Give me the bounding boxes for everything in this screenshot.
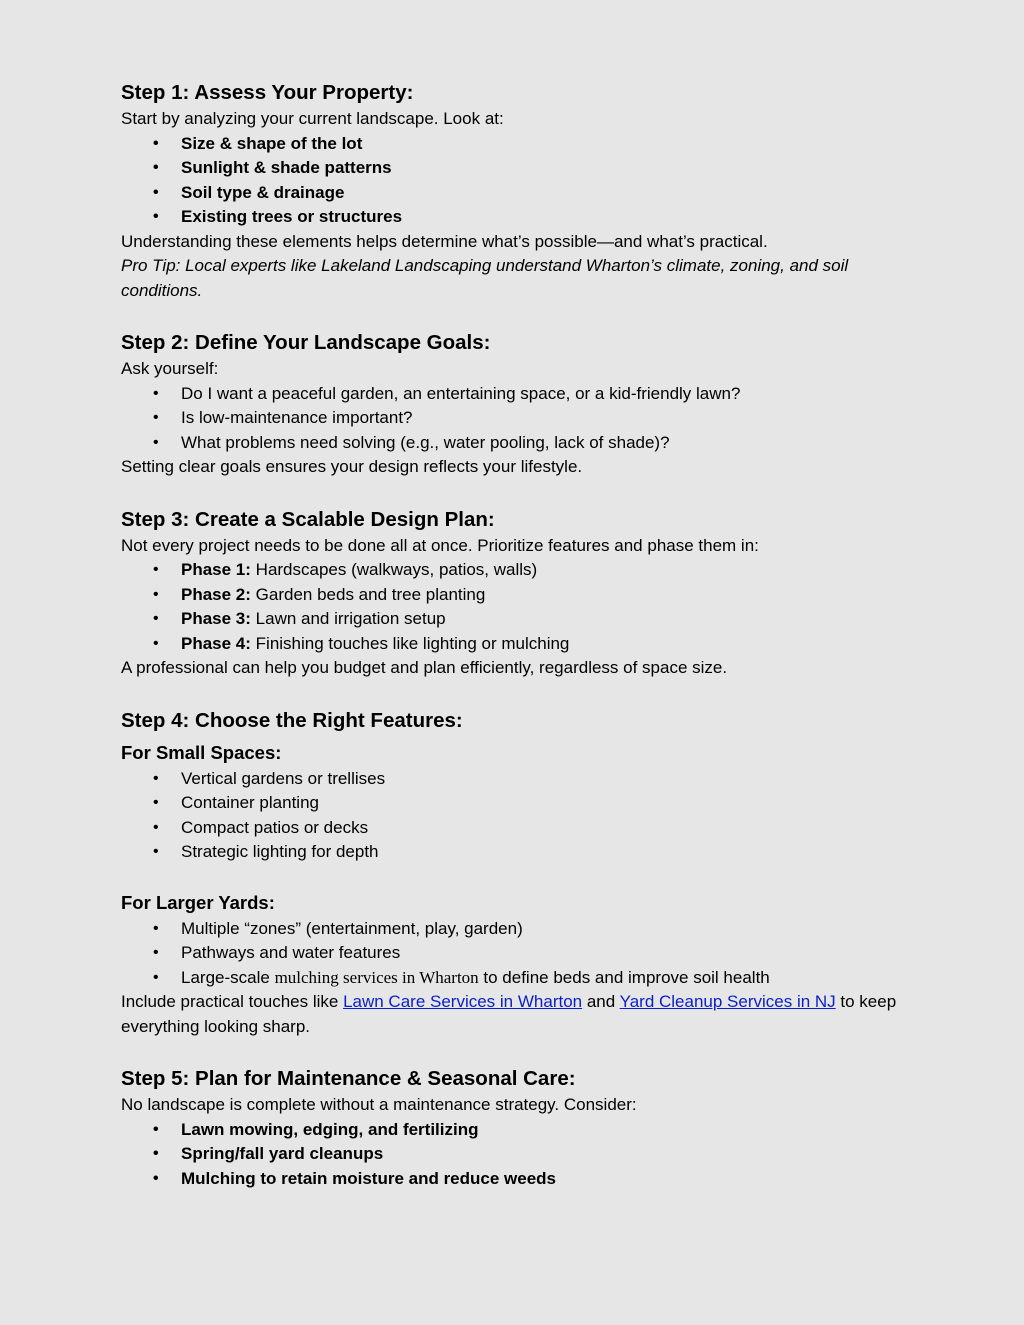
step5-intro: No landscape is complete without a maintenance strategy. Consider: <box>121 1095 637 1114</box>
list-item <box>181 966 921 991</box>
small-spaces-heading: For Small Spaces: <box>121 741 282 763</box>
step3-intro: Not every project needs to be done all at once. Prioritize features and phase them in: <box>121 535 759 555</box>
larger-yards-list <box>121 917 921 991</box>
step3-list <box>121 558 921 656</box>
larger-yards-heading: For Larger Yards: <box>121 891 275 913</box>
step3-heading: Step 3: Create a Scalable Design Plan: <box>121 507 495 531</box>
list-item: • Pathways and water features <box>181 941 921 966</box>
lawn-care-link[interactable]: Lawn Care Services in Wharton <box>343 992 583 1011</box>
step1-pro-tip: Pro Tip: Local experts like Lakeland Landscaping understand Wharton’s climate, zoning, and soil conditions. <box>121 256 849 300</box>
list-item: • Size & shape of the lot <box>181 132 921 157</box>
list-item: • Soil type & drainage <box>181 181 921 206</box>
list-item: • Multiple “zones” (entertainment, play, garden) <box>181 917 921 942</box>
step1-heading: Step 1: Assess Your Property: <box>121 81 414 104</box>
step2-heading: Step 2: Define Your Landscape Goals: <box>121 331 491 354</box>
list-item: • Lawn mowing, edging, and fertilizing <box>181 1118 921 1143</box>
step4-heading: Step 4: Choose the Right Features: <box>121 708 463 732</box>
phase-label: Phase 3: <box>181 609 251 628</box>
step5-list <box>121 1118 921 1192</box>
list-item: • Compact patios or decks <box>181 816 921 841</box>
list-item: • What problems need solving (e.g., water pooling, lack of shade)? <box>181 431 921 456</box>
step2-intro: Ask yourself: <box>121 359 219 378</box>
step2-outro: Setting clear goals ensures your design reflects your lifestyle. <box>121 457 583 476</box>
list-item: • Is low-maintenance important? <box>181 406 921 431</box>
list-item-text: Large-scale <box>181 967 275 987</box>
phase-text: Hardscapes (walkways, patios, walls) <box>250 560 538 579</box>
step1-outro: Understanding these elements helps determine what’s possible—and what’s practical. <box>121 231 768 251</box>
phase-text: Lawn and irrigation setup <box>250 609 446 628</box>
phase-text: Finishing touches like lighting or mulching <box>250 633 570 653</box>
step4-outro <box>121 990 921 1039</box>
step3-outro: A professional can help you budget and plan efficiently, regardless of space size. <box>121 658 728 677</box>
phase-label: Phase 4: <box>181 633 251 653</box>
list-item: • Spring/fall yard cleanups <box>181 1142 921 1167</box>
list-item-text: to define beds and improve soil health <box>478 967 770 987</box>
list-item: • Sunlight & shade patterns <box>181 156 921 181</box>
small-spaces-list <box>121 767 921 865</box>
step5-heading: Step 5: Plan for Maintenance & Seasonal Care: <box>121 1067 576 1090</box>
yard-cleanup-link[interactable]: Yard Cleanup Services in NJ <box>619 992 836 1011</box>
list-item: • Do I want a peaceful garden, an entertaining space, or a kid-friendly lawn? <box>181 382 921 407</box>
outro-text: to keep everything looking sharp. <box>121 992 897 1036</box>
list-item: • Strategic lighting for depth <box>181 840 921 865</box>
outro-text: Include practical touches like <box>121 992 344 1011</box>
phase-label: Phase 2: <box>181 584 251 604</box>
list-item <box>181 632 921 657</box>
list-item: • Container planting <box>181 791 921 816</box>
phase-text: Garden beds and tree planting <box>250 584 486 604</box>
list-item <box>181 607 921 632</box>
mulching-services-text: mulching services in Wharton <box>274 967 479 987</box>
step1-intro: Start by analyzing your current landscape. Look at: <box>121 109 504 128</box>
step2-list <box>121 382 921 456</box>
step1-list <box>121 132 921 230</box>
phase-label: Phase 1: <box>181 560 251 579</box>
list-item <box>181 558 921 583</box>
document-content <box>121 79 921 1191</box>
list-item <box>181 583 921 608</box>
outro-text: and <box>582 992 620 1011</box>
list-item: • Vertical gardens or trellises <box>181 767 921 792</box>
list-item: • Existing trees or structures <box>181 205 921 230</box>
list-item: • Mulching to retain moisture and reduce weeds <box>181 1167 921 1192</box>
